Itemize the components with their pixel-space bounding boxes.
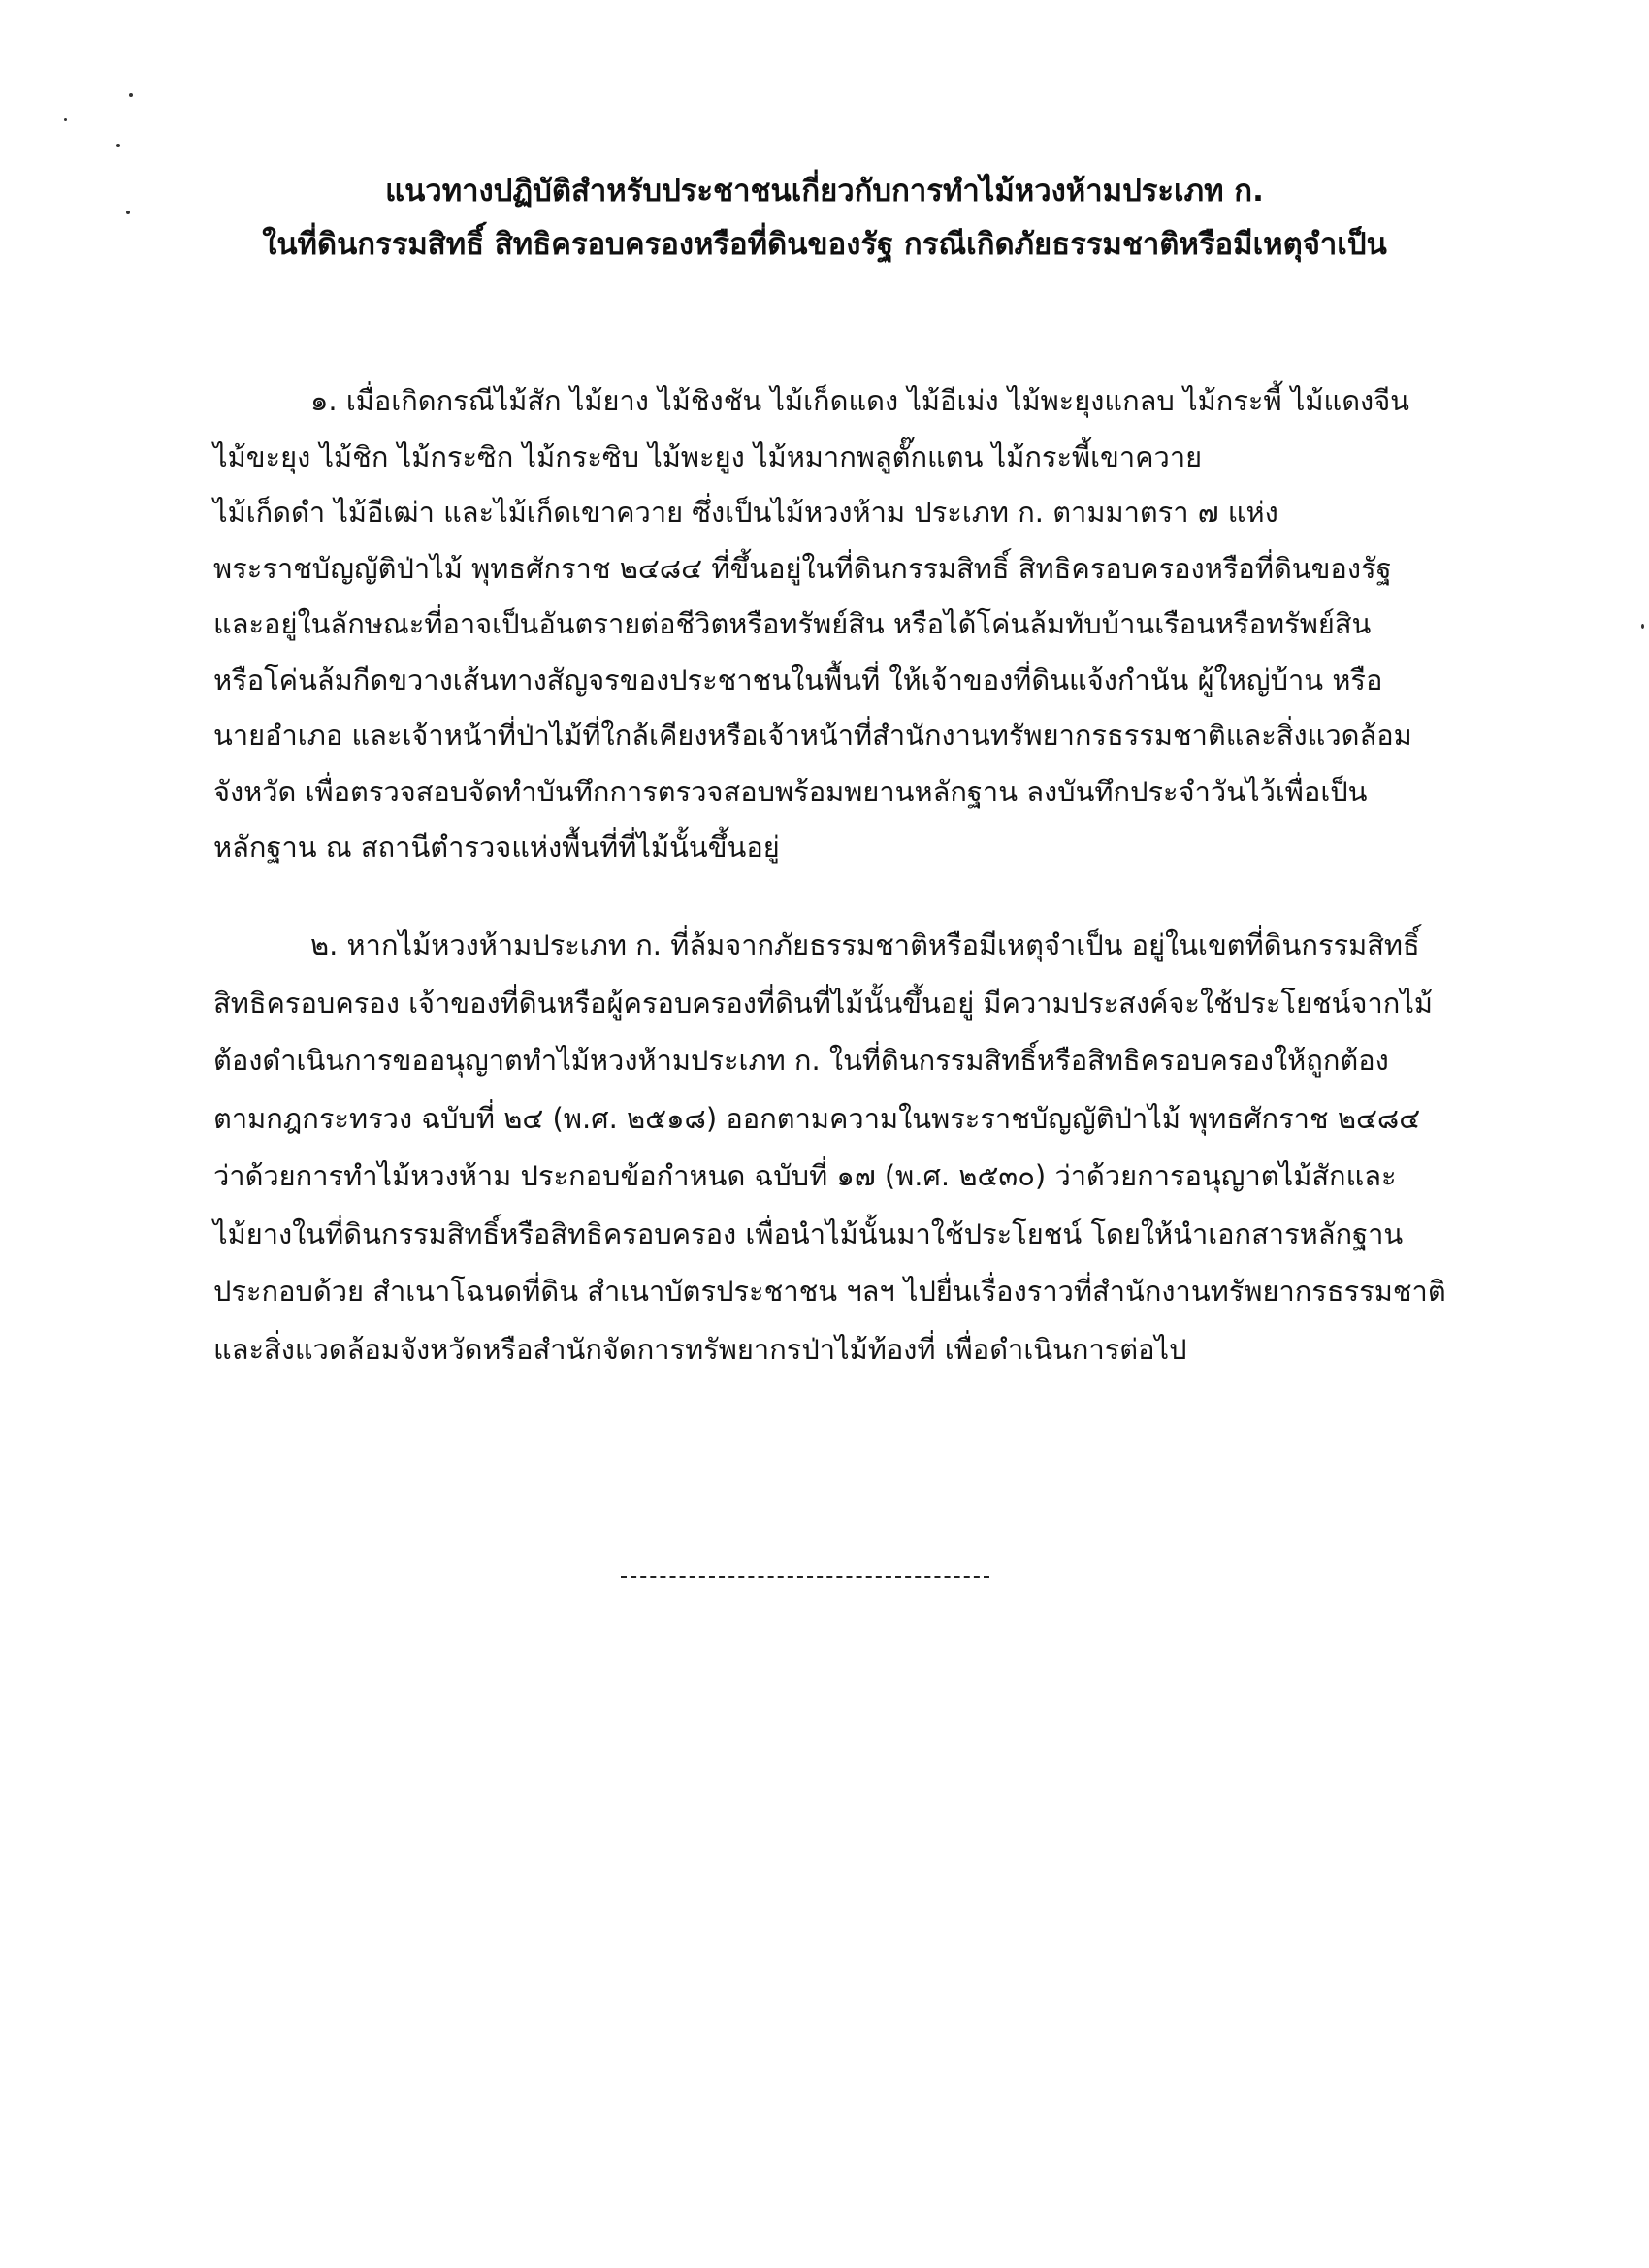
paragraph-line: ตามกฎกระทรวง ฉบับที่ ๒๔ (พ.ศ. ๒๕๑๘) ออกตามความในพระราชบัญญัติป่าไม้ พุทธศักราช ๒๔๘๔ xyxy=(213,1101,1421,1135)
paragraph-line: จังหวัด เพื่อตรวจสอบจัดทำบันทึกการตรวจสอบพร้อมพยานหลักฐาน ลงบันทึกประจำวันไว้เพื่อเป็น xyxy=(213,774,1368,808)
paragraph-line: ไม้เก็ดดำ ไม้อีเฒ่า และไม้เก็ดเขาควาย ซึ่งเป็นไม้หวงห้าม ประเภท ก. ตามมาตรา ๗ แห่ง xyxy=(213,496,1278,529)
paragraph-line: ว่าด้วยการทำไม้หวงห้าม ประกอบข้อกำหนด ฉบับที่ ๑๗ (พ.ศ. ๒๕๓๐) ว่าด้วยการอนุญาตไม้สักและ xyxy=(213,1159,1397,1192)
scan-speck xyxy=(64,118,67,121)
paragraph-line: พระราชบัญญัติป่าไม้ พุทธศักราช ๒๔๘๔ ที่ขึ้นอยู่ในที่ดินกรรมสิทธิ์ สิทธิครอบครองหรือที่ดินของรัฐ xyxy=(213,551,1392,585)
paragraph-line: ๑. เมื่อเกิดกรณีไม้สัก ไม้ยาง ไม้ชิงชัน ไม้เก็ดแดง ไม้อีเม่ง ไม้พะยุงแกลบ ไม้กระพี้ ไม้แดงจีน xyxy=(310,384,1410,417)
scan-speck xyxy=(126,211,130,214)
paragraph-line: นายอำเภอ และเจ้าหน้าที่ป่าไม้ที่ใกล้เคียงหรือเจ้าหน้าที่สำนักงานทรัพยากรธรรมชาติและสิ่งแวดล้อม xyxy=(213,719,1412,752)
paragraph-line: และสิ่งแวดล้อมจังหวัดหรือสำนักจัดการทรัพยากรป่าไม้ท้องที่ เพื่อดำเนินการต่อไป xyxy=(213,1332,1187,1366)
paragraph-line: หลักฐาน ณ สถานีตำรวจแห่งพื้นที่ที่ไม้นั้นขึ้นอยู่ xyxy=(213,830,780,863)
end-divider xyxy=(621,1576,989,1578)
paragraph-line: ต้องดำเนินการขออนุญาตทำไม้หวงห้ามประเภท ก. ในที่ดินกรรมสิทธิ์หรือสิทธิครอบครองให้ถูกต้อง xyxy=(213,1044,1389,1077)
title-line: แนวทางปฏิบัติสำหรับประชาชนเกี่ยวกับการทำไม้หวงห้ามประเภท ก. xyxy=(385,174,1264,209)
scan-speck xyxy=(116,144,120,147)
document-title xyxy=(155,165,1494,272)
paragraph-line: ประกอบด้วย สำเนาโฉนดที่ดิน สำเนาบัตรประชาชน ฯลฯ ไปยื่นเรื่องราวที่สำนักงานทรัพยากรธรรมชาติ xyxy=(213,1275,1446,1308)
paragraph-line: หรือโค่นล้มกีดขวางเส้นทางสัญจรของประชาชนในพื้นที่ ให้เจ้าของที่ดินแจ้งกำนัน ผู้ใหญ่บ้าน หรือ xyxy=(213,663,1383,697)
scan-speck xyxy=(1641,624,1644,629)
paragraph-line: ๒. หากไม้หวงห้ามประเภท ก. ที่ล้มจากภัยธรรมชาติหรือมีเหตุจำเป็น อยู่ในเขตที่ดินกรรมสิทธิ์ xyxy=(310,928,1420,961)
title-line: ในที่ดินกรรมสิทธิ์ สิทธิครอบครองหรือที่ดินของรัฐ กรณีเกิดภัยธรรมชาติหรือมีเหตุจำเป็น xyxy=(262,227,1387,262)
paragraph-2 xyxy=(213,917,1450,1378)
paragraph-1 xyxy=(213,373,1450,876)
scan-speck xyxy=(129,93,133,97)
paragraph-line: และอยู่ในลักษณะที่อาจเป็นอันตรายต่อชีวิตหรือทรัพย์สิน หรือได้โค่นล้มทับบ้านเรือนหรือทรัพย์สิน xyxy=(213,607,1372,640)
paragraph-line: สิทธิครอบครอง เจ้าของที่ดินหรือผู้ครอบครองที่ดินที่ไม้นั้นขึ้นอยู่ มีความประสงค์จะใช้ประโยชน์จากไม้ xyxy=(213,986,1434,1020)
paragraph-line: ไม้ยางในที่ดินกรรมสิทธิ์หรือสิทธิครอบครอง เพื่อนำไม้นั้นมาใช้ประโยชน์ โดยให้นำเอกสารหลักฐาน xyxy=(213,1216,1404,1250)
paragraph-line: ไม้ขะยุง ไม้ชิก ไม้กระซิก ไม้กระซิบ ไม้พะยูง ไม้หมากพลูตั๊กแตน ไม้กระพี้เขาควาย xyxy=(213,439,1203,473)
